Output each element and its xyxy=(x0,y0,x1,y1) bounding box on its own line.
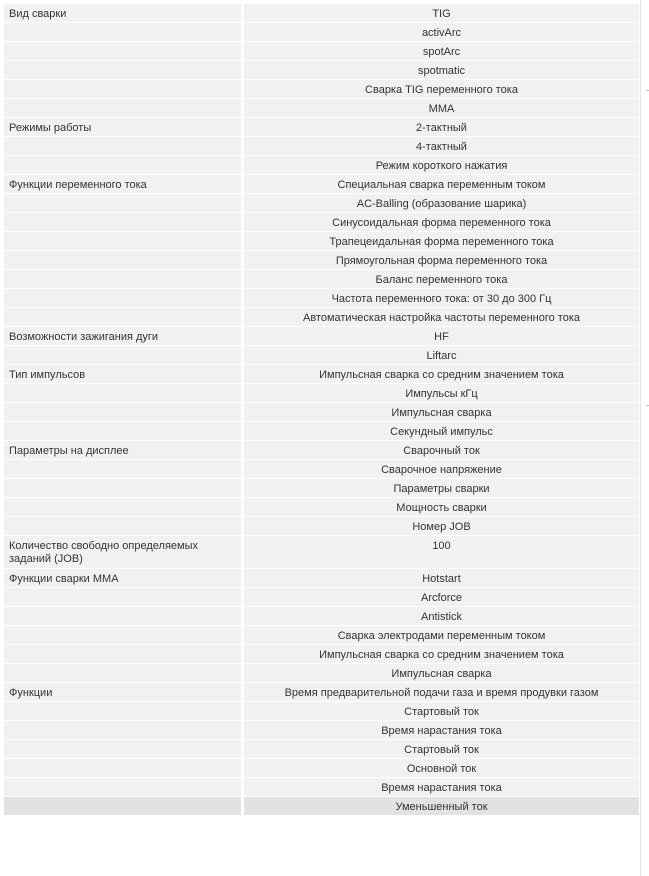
table-row xyxy=(4,759,639,778)
page-edge-divider xyxy=(640,0,641,876)
row-value: Antistick xyxy=(244,607,639,626)
row-value: Hotstart xyxy=(244,569,639,588)
table-row xyxy=(4,740,639,759)
row-value: Стартовый ток xyxy=(244,740,639,759)
row-value: Liftarc xyxy=(244,346,639,365)
row-label xyxy=(4,80,244,99)
row-value: AC-Balling (образование шарика) xyxy=(244,194,639,213)
table-row xyxy=(4,536,639,569)
row-value: Импульсная сварка со средним значением тока xyxy=(244,645,639,664)
table-row xyxy=(4,626,639,645)
row-label: Возможности зажигания дуги xyxy=(4,327,244,346)
row-label xyxy=(4,213,244,232)
row-label xyxy=(4,626,244,645)
row-value: Время предварительной подачи газа и время продувки газом xyxy=(244,683,639,702)
row-value: Секундный импульс xyxy=(244,422,639,441)
table-row xyxy=(4,4,639,23)
row-label xyxy=(4,137,244,156)
row-value: 4-тактный xyxy=(244,137,639,156)
row-value: 100 xyxy=(244,536,639,569)
table-row xyxy=(4,137,639,156)
table-row xyxy=(4,664,639,683)
row-label xyxy=(4,403,244,422)
row-value: spotArc xyxy=(244,42,639,61)
table-row xyxy=(4,365,639,384)
row-label: Вид сварки xyxy=(4,4,244,23)
table-row xyxy=(4,498,639,517)
table-row xyxy=(4,645,639,664)
table-row xyxy=(4,175,639,194)
row-value: Импульсная сварка со средним значением тока xyxy=(244,365,639,384)
row-value: HF xyxy=(244,327,639,346)
row-value: Arcforce xyxy=(244,588,639,607)
row-label: Параметры на дисплее xyxy=(4,441,244,460)
row-label: Функции переменного тока xyxy=(4,175,244,194)
row-value: Номер JOB xyxy=(244,517,639,536)
row-label xyxy=(4,498,244,517)
row-label: Функции сварки MMA xyxy=(4,569,244,588)
row-label xyxy=(4,588,244,607)
table-row xyxy=(4,99,639,118)
table-row xyxy=(4,479,639,498)
row-label xyxy=(4,778,244,797)
spec-table-body xyxy=(4,4,639,816)
row-value: Синусоидальная форма переменного тока xyxy=(244,213,639,232)
row-label xyxy=(4,702,244,721)
row-label xyxy=(4,232,244,251)
table-row xyxy=(4,194,639,213)
row-label: Функции xyxy=(4,683,244,702)
row-label xyxy=(4,479,244,498)
row-label xyxy=(4,194,244,213)
row-value: Сварочный ток xyxy=(244,441,639,460)
table-row xyxy=(4,308,639,327)
row-label xyxy=(4,664,244,683)
row-value: Автоматическая настройка частоты переменного тока xyxy=(244,308,639,327)
table-row xyxy=(4,441,639,460)
table-row xyxy=(4,797,639,816)
table-row xyxy=(4,683,639,702)
row-value: Трапецеидальная форма переменного тока xyxy=(244,232,639,251)
row-label xyxy=(4,422,244,441)
row-label xyxy=(4,23,244,42)
row-value: Частота переменного тока: от 30 до 300 Гц xyxy=(244,289,639,308)
row-label xyxy=(4,460,244,479)
table-row xyxy=(4,702,639,721)
row-label xyxy=(4,759,244,778)
table-row xyxy=(4,23,639,42)
row-value: Баланс переменного тока xyxy=(244,270,639,289)
table-row xyxy=(4,422,639,441)
row-value: Сварочное напряжение xyxy=(244,460,639,479)
row-label xyxy=(4,740,244,759)
row-value: Уменьшенный ток xyxy=(244,797,639,816)
row-value: Время нарастания тока xyxy=(244,721,639,740)
table-row xyxy=(4,42,639,61)
row-label xyxy=(4,607,244,626)
row-value: Импульсная сварка xyxy=(244,403,639,422)
row-label xyxy=(4,346,244,365)
row-label xyxy=(4,99,244,118)
table-row xyxy=(4,289,639,308)
row-label xyxy=(4,289,244,308)
row-label xyxy=(4,42,244,61)
table-row xyxy=(4,213,639,232)
row-value: Мощность сварки xyxy=(244,498,639,517)
row-label xyxy=(4,270,244,289)
table-row xyxy=(4,232,639,251)
table-row xyxy=(4,403,639,422)
row-value: Прямоугольная форма переменного тока xyxy=(244,251,639,270)
row-label xyxy=(4,251,244,270)
row-value: Параметры сварки xyxy=(244,479,639,498)
row-value: Время нарастания тока xyxy=(244,778,639,797)
row-value: Импульсы кГц xyxy=(244,384,639,403)
row-value: spotmatic xyxy=(244,61,639,80)
row-label xyxy=(4,61,244,80)
row-label xyxy=(4,645,244,664)
row-label xyxy=(4,384,244,403)
row-label: Режимы работы xyxy=(4,118,244,137)
table-row xyxy=(4,460,639,479)
row-value: Основной ток xyxy=(244,759,639,778)
row-value: TIG xyxy=(244,4,639,23)
row-label: Количество свободно определяемых заданий (JOB) xyxy=(4,536,244,569)
row-label: Тип импульсов xyxy=(4,365,244,384)
table-row xyxy=(4,270,639,289)
row-value: activArc xyxy=(244,23,639,42)
row-value: Сварка TIG переменного тока xyxy=(244,80,639,99)
row-label xyxy=(4,308,244,327)
table-row xyxy=(4,517,639,536)
table-row xyxy=(4,607,639,626)
row-value: Специальная сварка переменным током xyxy=(244,175,639,194)
row-value: 2-тактный xyxy=(244,118,639,137)
table-row xyxy=(4,778,639,797)
table-row xyxy=(4,327,639,346)
row-value: Сварка электродами переменным током xyxy=(244,626,639,645)
row-value: Импульсная сварка xyxy=(244,664,639,683)
table-row xyxy=(4,80,639,99)
table-row xyxy=(4,384,639,403)
table-row xyxy=(4,156,639,175)
table-row xyxy=(4,569,639,588)
row-value: MMA xyxy=(244,99,639,118)
row-label xyxy=(4,721,244,740)
spec-table xyxy=(4,4,639,816)
table-row xyxy=(4,721,639,740)
row-label xyxy=(4,797,244,816)
row-value: Стартовый ток xyxy=(244,702,639,721)
row-value: Режим короткого нажатия xyxy=(244,156,639,175)
table-row xyxy=(4,251,639,270)
row-label xyxy=(4,517,244,536)
table-row xyxy=(4,346,639,365)
table-row xyxy=(4,118,639,137)
row-label xyxy=(4,156,244,175)
table-row xyxy=(4,61,639,80)
table-row xyxy=(4,588,639,607)
